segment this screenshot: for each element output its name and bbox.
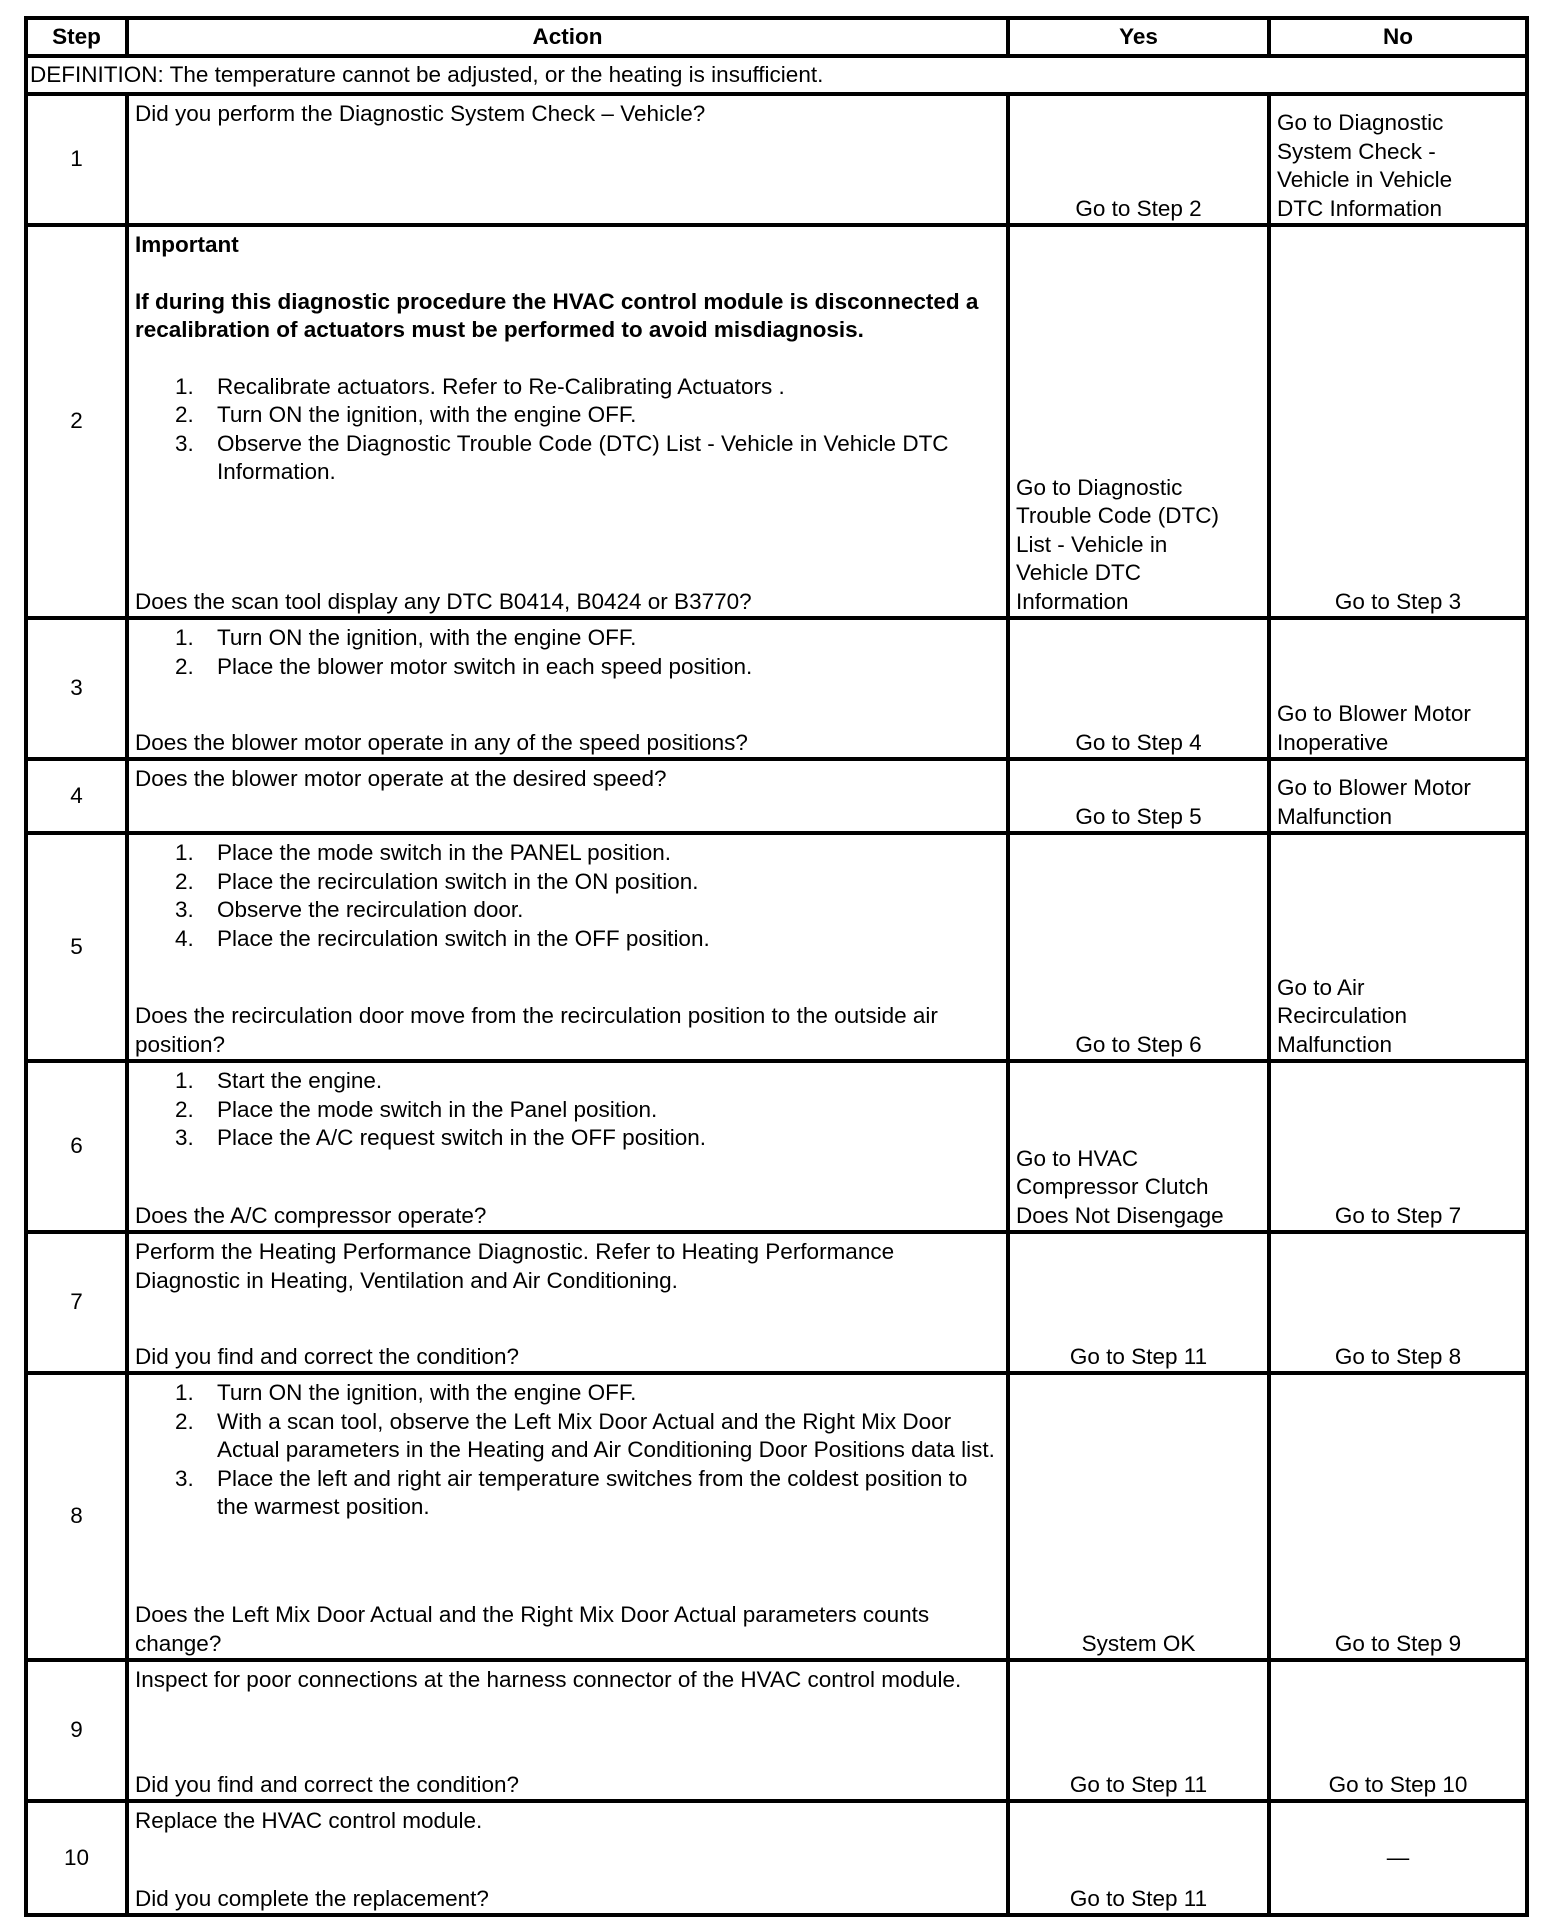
action-cell [127, 1373, 1008, 1660]
instruction-list [135, 1067, 1000, 1153]
item-text: Place the mode switch in the Panel position. [217, 1096, 658, 1122]
instruction-item [135, 653, 1000, 682]
item-number: 2. [175, 402, 194, 427]
item-number: 3. [175, 430, 194, 456]
item-text: Place the recirculation switch in the OFF position. [217, 925, 710, 951]
action-content [135, 1067, 1000, 1230]
action-instructions [135, 1238, 1000, 1295]
yes-result: Go to Step 11 [1008, 1232, 1269, 1373]
item-number: 2. [175, 1096, 194, 1122]
header-action: Action [127, 18, 1008, 56]
diagnostic-table [24, 16, 1529, 1917]
table-row [26, 618, 1527, 759]
question-text: Does the blower motor operate at the desired speed? [135, 766, 667, 791]
table-row [26, 759, 1527, 833]
action-cell [127, 225, 1008, 618]
action-instructions [135, 231, 1000, 487]
no-result: Go to Step 3 [1269, 225, 1527, 618]
table-row [26, 94, 1527, 225]
no-result: Go to Air Recirculation Malfunction [1269, 833, 1527, 1061]
action-cell [127, 618, 1008, 759]
instruction-list [135, 624, 1000, 681]
action-instructions [135, 839, 1000, 953]
instruction-item [135, 1379, 1000, 1408]
action-cell [127, 94, 1008, 225]
step-number: 8 [26, 1373, 127, 1660]
action-instructions [135, 1067, 1000, 1153]
instruction-item [135, 1124, 1000, 1153]
action-content [135, 624, 1000, 757]
action-cell [127, 1232, 1008, 1373]
instruction-item [135, 373, 1000, 402]
item-number: 3. [175, 1125, 194, 1150]
question-text: Does the recirculation door move from the recirculation position to the outside air position? [135, 1003, 938, 1057]
item-number: 4. [175, 925, 194, 951]
yes-result: Go to Step 2 [1008, 94, 1269, 225]
step-number: 4 [26, 759, 127, 833]
action-cell [127, 1801, 1008, 1915]
item-text: Place the blower motor switch in each speed position. [217, 653, 753, 679]
table-row [26, 1061, 1527, 1232]
item-number: 3. [175, 1465, 194, 1491]
no-result: Go to Step 9 [1269, 1373, 1527, 1660]
action-cell [127, 759, 1008, 833]
table-row [26, 1373, 1527, 1660]
yes-result: System OK [1008, 1373, 1269, 1660]
question-text: Does the Left Mix Door Actual and the Right Mix Door Actual parameters counts change? [135, 1602, 930, 1656]
action-cell [127, 1660, 1008, 1801]
table-row [26, 1801, 1527, 1915]
action-cell [127, 1061, 1008, 1232]
definition-row [26, 56, 1527, 94]
step-number: 3 [26, 618, 127, 759]
yes-result: Go to Step 11 [1008, 1660, 1269, 1801]
table-row [26, 1660, 1527, 1801]
item-number: 3. [175, 897, 194, 922]
no-result: Go to Step 7 [1269, 1061, 1527, 1232]
item-text: Start the engine. [217, 1068, 383, 1093]
item-number: 1. [175, 1380, 194, 1405]
instruction-item [135, 401, 1000, 430]
item-text: Place the recirculation switch in the ON position. [217, 868, 699, 894]
action-content [135, 1666, 1000, 1799]
item-text: Place the mode switch in the PANEL position. [217, 840, 671, 865]
item-number: 1. [175, 625, 194, 650]
question-text: Does the scan tool display any DTC B0414, B0424 or B3770? [135, 588, 752, 614]
no-result: Go to Step 8 [1269, 1232, 1527, 1373]
instruction-item [135, 1465, 1000, 1522]
action-instructions [135, 1807, 1000, 1836]
item-number: 2. [175, 653, 194, 679]
yes-result: Go to Step 11 [1008, 1801, 1269, 1915]
item-number: 2. [175, 1408, 194, 1434]
item-text: Turn ON the ignition, with the engine OFF. [217, 1380, 637, 1405]
action-content [135, 1238, 1000, 1371]
instruction-item [135, 925, 1000, 954]
item-number: 2. [175, 868, 194, 894]
table-row [26, 833, 1527, 1061]
instruction-item [135, 430, 1000, 487]
header-row [26, 18, 1527, 56]
no-result: Go to Blower Motor Inoperative [1269, 618, 1527, 759]
instruction-text: Perform the Heating Performance Diagnostic. Refer to Heating Performance Diagnostic in Heating, Ventilation and Air Conditioning. [135, 1239, 895, 1293]
instruction-item [135, 1096, 1000, 1125]
item-text: Recalibrate actuators. Refer to Re-Calibrating Actuators . [217, 373, 785, 399]
header-step: Step [26, 18, 127, 56]
action-content [135, 839, 1000, 1059]
no-result: Go to Step 10 [1269, 1660, 1527, 1801]
action-content [135, 231, 1000, 616]
spacer [135, 345, 1000, 373]
step-number: 1 [26, 94, 127, 225]
item-text: Turn ON the ignition, with the engine OFF. [217, 402, 637, 427]
action-instructions [135, 1379, 1000, 1522]
action-instructions [135, 1666, 1000, 1695]
item-number: 1. [175, 840, 194, 865]
action-content [135, 1379, 1000, 1658]
header-yes: Yes [1008, 18, 1269, 56]
no-result: — [1269, 1801, 1527, 1915]
action-content [135, 100, 1000, 223]
item-text: With a scan tool, observe the Left Mix Door Actual and the Right Mix Door Actual parameters in the Heating and Air Conditioning Door Positions data list. [217, 1408, 995, 1462]
step-number: 6 [26, 1061, 127, 1232]
instruction-item [135, 624, 1000, 653]
important-note: Important [135, 232, 239, 257]
table-row [26, 1232, 1527, 1373]
item-text: Place the A/C request switch in the OFF position. [217, 1125, 706, 1150]
item-text: Place the left and right air temperature switches from the coldest position to the warmest position. [217, 1465, 968, 1519]
action-content [135, 1807, 1000, 1913]
instruction-text: Replace the HVAC control module. [135, 1808, 483, 1833]
step-number: 10 [26, 1801, 127, 1915]
instruction-list [135, 373, 1000, 487]
item-text: Observe the Diagnostic Trouble Code (DTC) List - Vehicle in Vehicle DTC Information. [217, 430, 949, 484]
item-number: 1. [175, 373, 194, 399]
item-number: 1. [175, 1068, 194, 1093]
yes-result: Go to Step 5 [1008, 759, 1269, 833]
instruction-item [135, 839, 1000, 868]
question-text: Did you find and correct the condition? [135, 1343, 519, 1369]
step-number: 7 [26, 1232, 127, 1373]
definition-text: DEFINITION: The temperature cannot be adjusted, or the heating is insufficient. [26, 56, 1527, 94]
instruction-text: Inspect for poor connections at the harness connector of the HVAC control module. [135, 1667, 962, 1692]
header-no: No [1269, 18, 1527, 56]
question-text: Did you complete the replacement? [135, 1885, 489, 1911]
item-text: Observe the recirculation door. [217, 897, 524, 922]
instruction-list [135, 839, 1000, 953]
yes-result: Go to Step 6 [1008, 833, 1269, 1061]
step-number: 9 [26, 1660, 127, 1801]
spacer [135, 260, 1000, 288]
question-text: Did you perform the Diagnostic System Check – Vehicle? [135, 101, 706, 126]
yes-result: Go to Diagnostic Trouble Code (DTC) List - Vehicle in Vehicle DTC Information [1008, 225, 1269, 618]
instruction-item [135, 868, 1000, 897]
question-text: Does the blower motor operate in any of the speed positions? [135, 729, 748, 755]
instruction-item [135, 896, 1000, 925]
important-note: If during this diagnostic procedure the HVAC control module is disconnected a recalibration of actuators must be performed to avoid misdiagnosis. [135, 288, 979, 342]
instruction-item [135, 1067, 1000, 1096]
table-row [26, 225, 1527, 618]
step-number: 5 [26, 833, 127, 1061]
yes-result: Go to HVAC Compressor Clutch Does Not Disengage [1008, 1061, 1269, 1232]
no-result: Go to Blower Motor Malfunction [1269, 759, 1527, 833]
yes-result: Go to Step 4 [1008, 618, 1269, 759]
action-content [135, 765, 1000, 831]
question-text: Does the A/C compressor operate? [135, 1202, 487, 1228]
instruction-list [135, 1379, 1000, 1522]
action-instructions [135, 624, 1000, 681]
step-number: 2 [26, 225, 127, 618]
question-text: Did you find and correct the condition? [135, 1771, 519, 1797]
instruction-item [135, 1408, 1000, 1465]
action-cell [127, 833, 1008, 1061]
item-text: Turn ON the ignition, with the engine OFF. [217, 625, 637, 650]
no-result: Go to Diagnostic System Check - Vehicle in Vehicle DTC Information [1269, 94, 1527, 225]
